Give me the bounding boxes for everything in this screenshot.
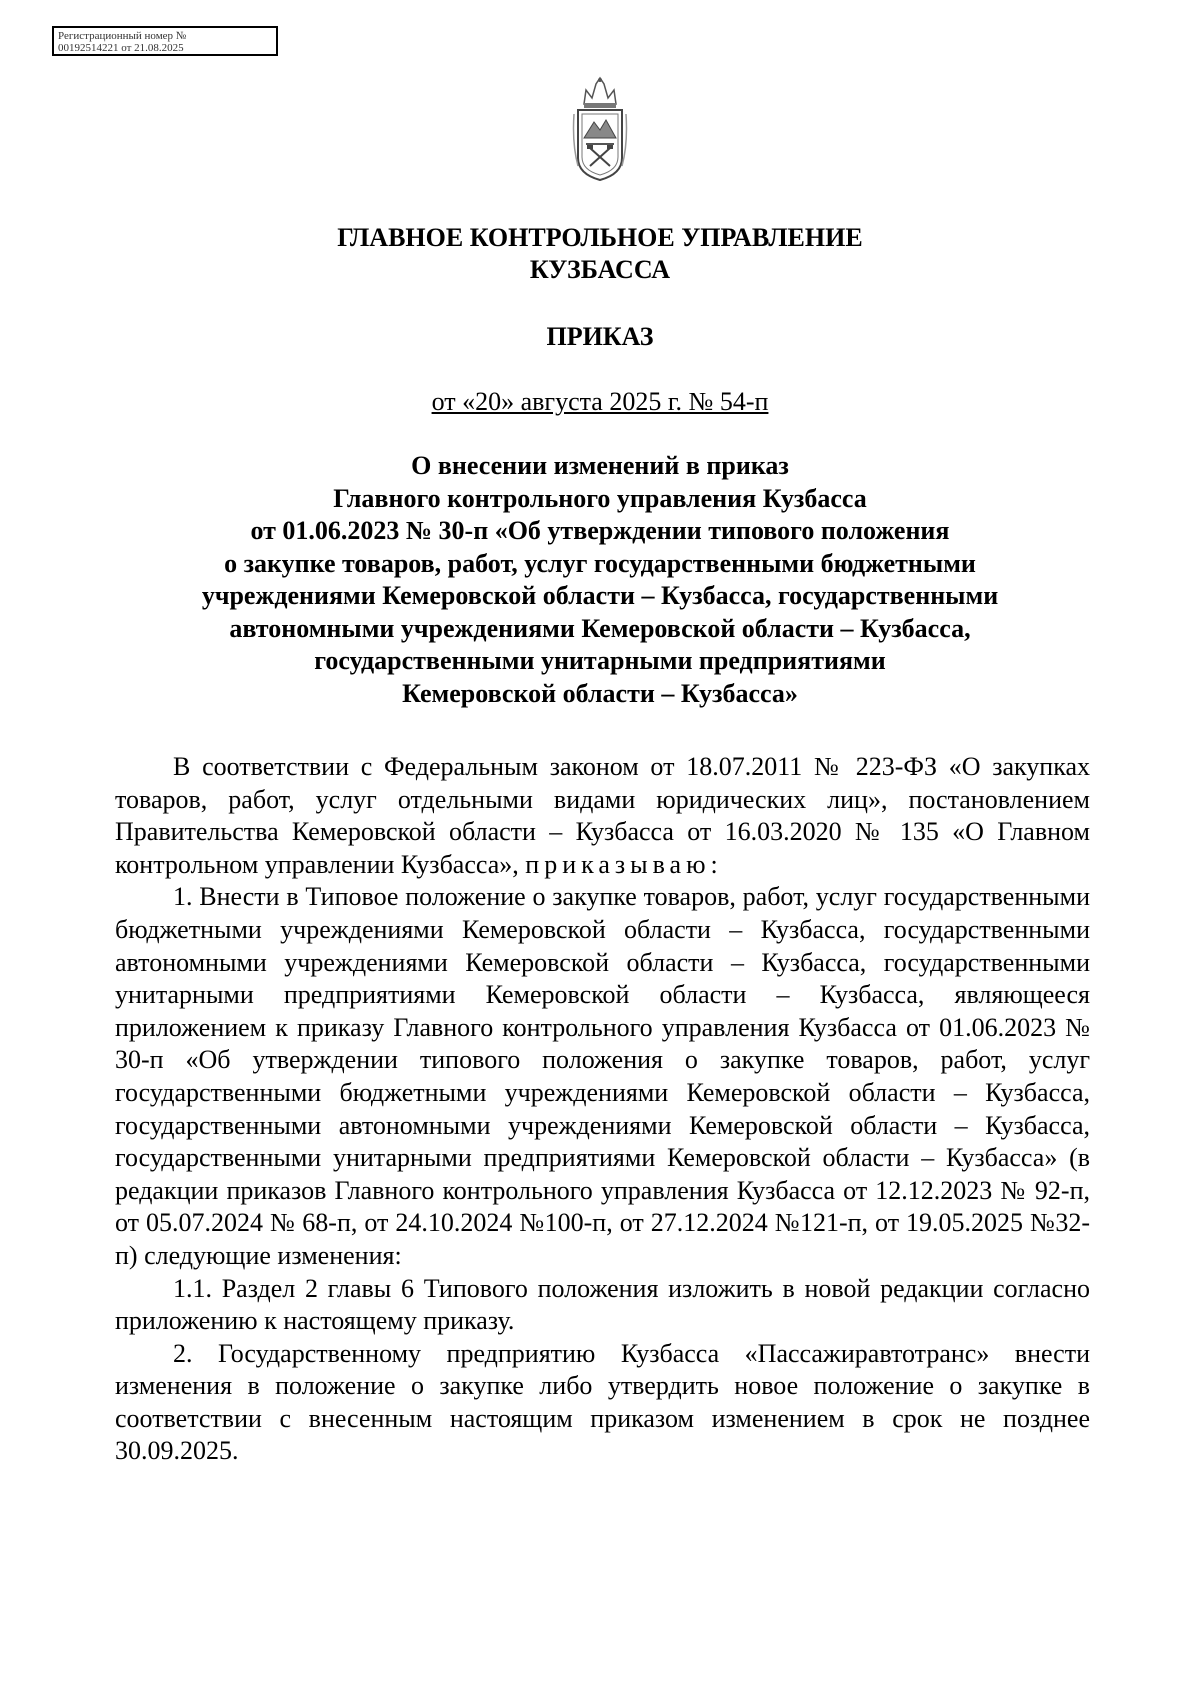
item-1-1-paragraph: 1.1. Раздел 2 главы 6 Типового положения изложить в новой редакции согласно приложению к настоящему приказу. xyxy=(115,1273,1090,1336)
subject-line: Главного контрольного управления Кузбасса xyxy=(333,483,867,513)
item-1-paragraph: 1. Внести в Типовое положение о закупке товаров, работ, услуг государственными бюджетными учреждениями Кемеровской области – Кузбасса, государственными автономными учреждениями Кемеровской области – Кузбасса, государственными унитарными предприятиями Кемеровской области – Кузбасса, являющееся приложением к приказу Главного контрольного управления Кузбасса от 01.06.2023 № 30-п «Об утверждении типового положения о закупке товаров, работ, услуг государственными бюджетными учреждениями Кемеровской области – Кузбасса, государственными автономными учреждениями Кемеровской области – Кузбасса, государственными унитарными предприятиями Кемеровской области – Кузбасса» (в редакции приказов Главного контрольного управления Кузбасса от 12.12.2023 № 92-п, от 05.07.2024 № 68-п, от 24.10.2024 №100-п, от 27.12.2024 №121-п, от 19.05.2025 №32-п) следующие изменения: xyxy=(115,882,1090,1270)
document-subject xyxy=(115,450,1085,710)
organization-title-line2: КУЗБАССА xyxy=(529,255,671,284)
order-word: приказываю: xyxy=(525,849,723,879)
subject-line: от 01.06.2023 № 30-п «Об утверждении типового положения xyxy=(250,516,950,545)
subject-line: Кемеровской области – Кузбасса» xyxy=(402,678,798,708)
document-date-line xyxy=(115,386,1085,418)
document-date: от «20» августа 2025 г. № 54-п xyxy=(431,387,769,416)
coat-of-arms-icon xyxy=(572,74,628,184)
subject-line: О внесении изменений в приказ xyxy=(411,451,789,480)
subject-line: о закупке товаров, работ, услуг государственными бюджетными xyxy=(224,548,976,578)
intro-text: В соответствии с Федеральным законом от 18.07.2011 № 223-ФЗ «О закупках товаров, работ, услуг отдельными видами юридических лиц», постановлением Правительства Кемеровской области – Кузбасса от 16.03.2020 № 135 «О Главном контрольном управлении Кузбасса», xyxy=(115,752,1090,879)
subject-line: автономными учреждениями Кемеровской области – Кузбасса, xyxy=(229,613,971,643)
document-body xyxy=(115,751,1090,1468)
registration-stamp xyxy=(52,26,278,56)
registration-number: 00192514221 от 21.08.2025 xyxy=(58,42,184,54)
registration-label: Регистрационный номер № xyxy=(58,30,187,42)
subject-line: учреждениями Кемеровской области – Кузбасса, государственными xyxy=(201,581,999,610)
organization-title xyxy=(115,222,1085,286)
intro-paragraph xyxy=(115,751,1090,881)
document-type: ПРИКАЗ xyxy=(546,322,654,351)
organization-title-line1: ГЛАВНОЕ КОНТРОЛЬНОЕ УПРАВЛЕНИЕ xyxy=(337,223,863,252)
item-2-paragraph: 2. Государственному предприятию Кузбасса «Пассажиравтотранс» внести изменения в положение о закупке либо утвердить новое положение о закупке в соответствии с внесенным настоящим приказом изменением в срок не позднее 30.09.2025. xyxy=(115,1338,1090,1466)
subject-line: государственными унитарными предприятиями xyxy=(314,646,886,675)
